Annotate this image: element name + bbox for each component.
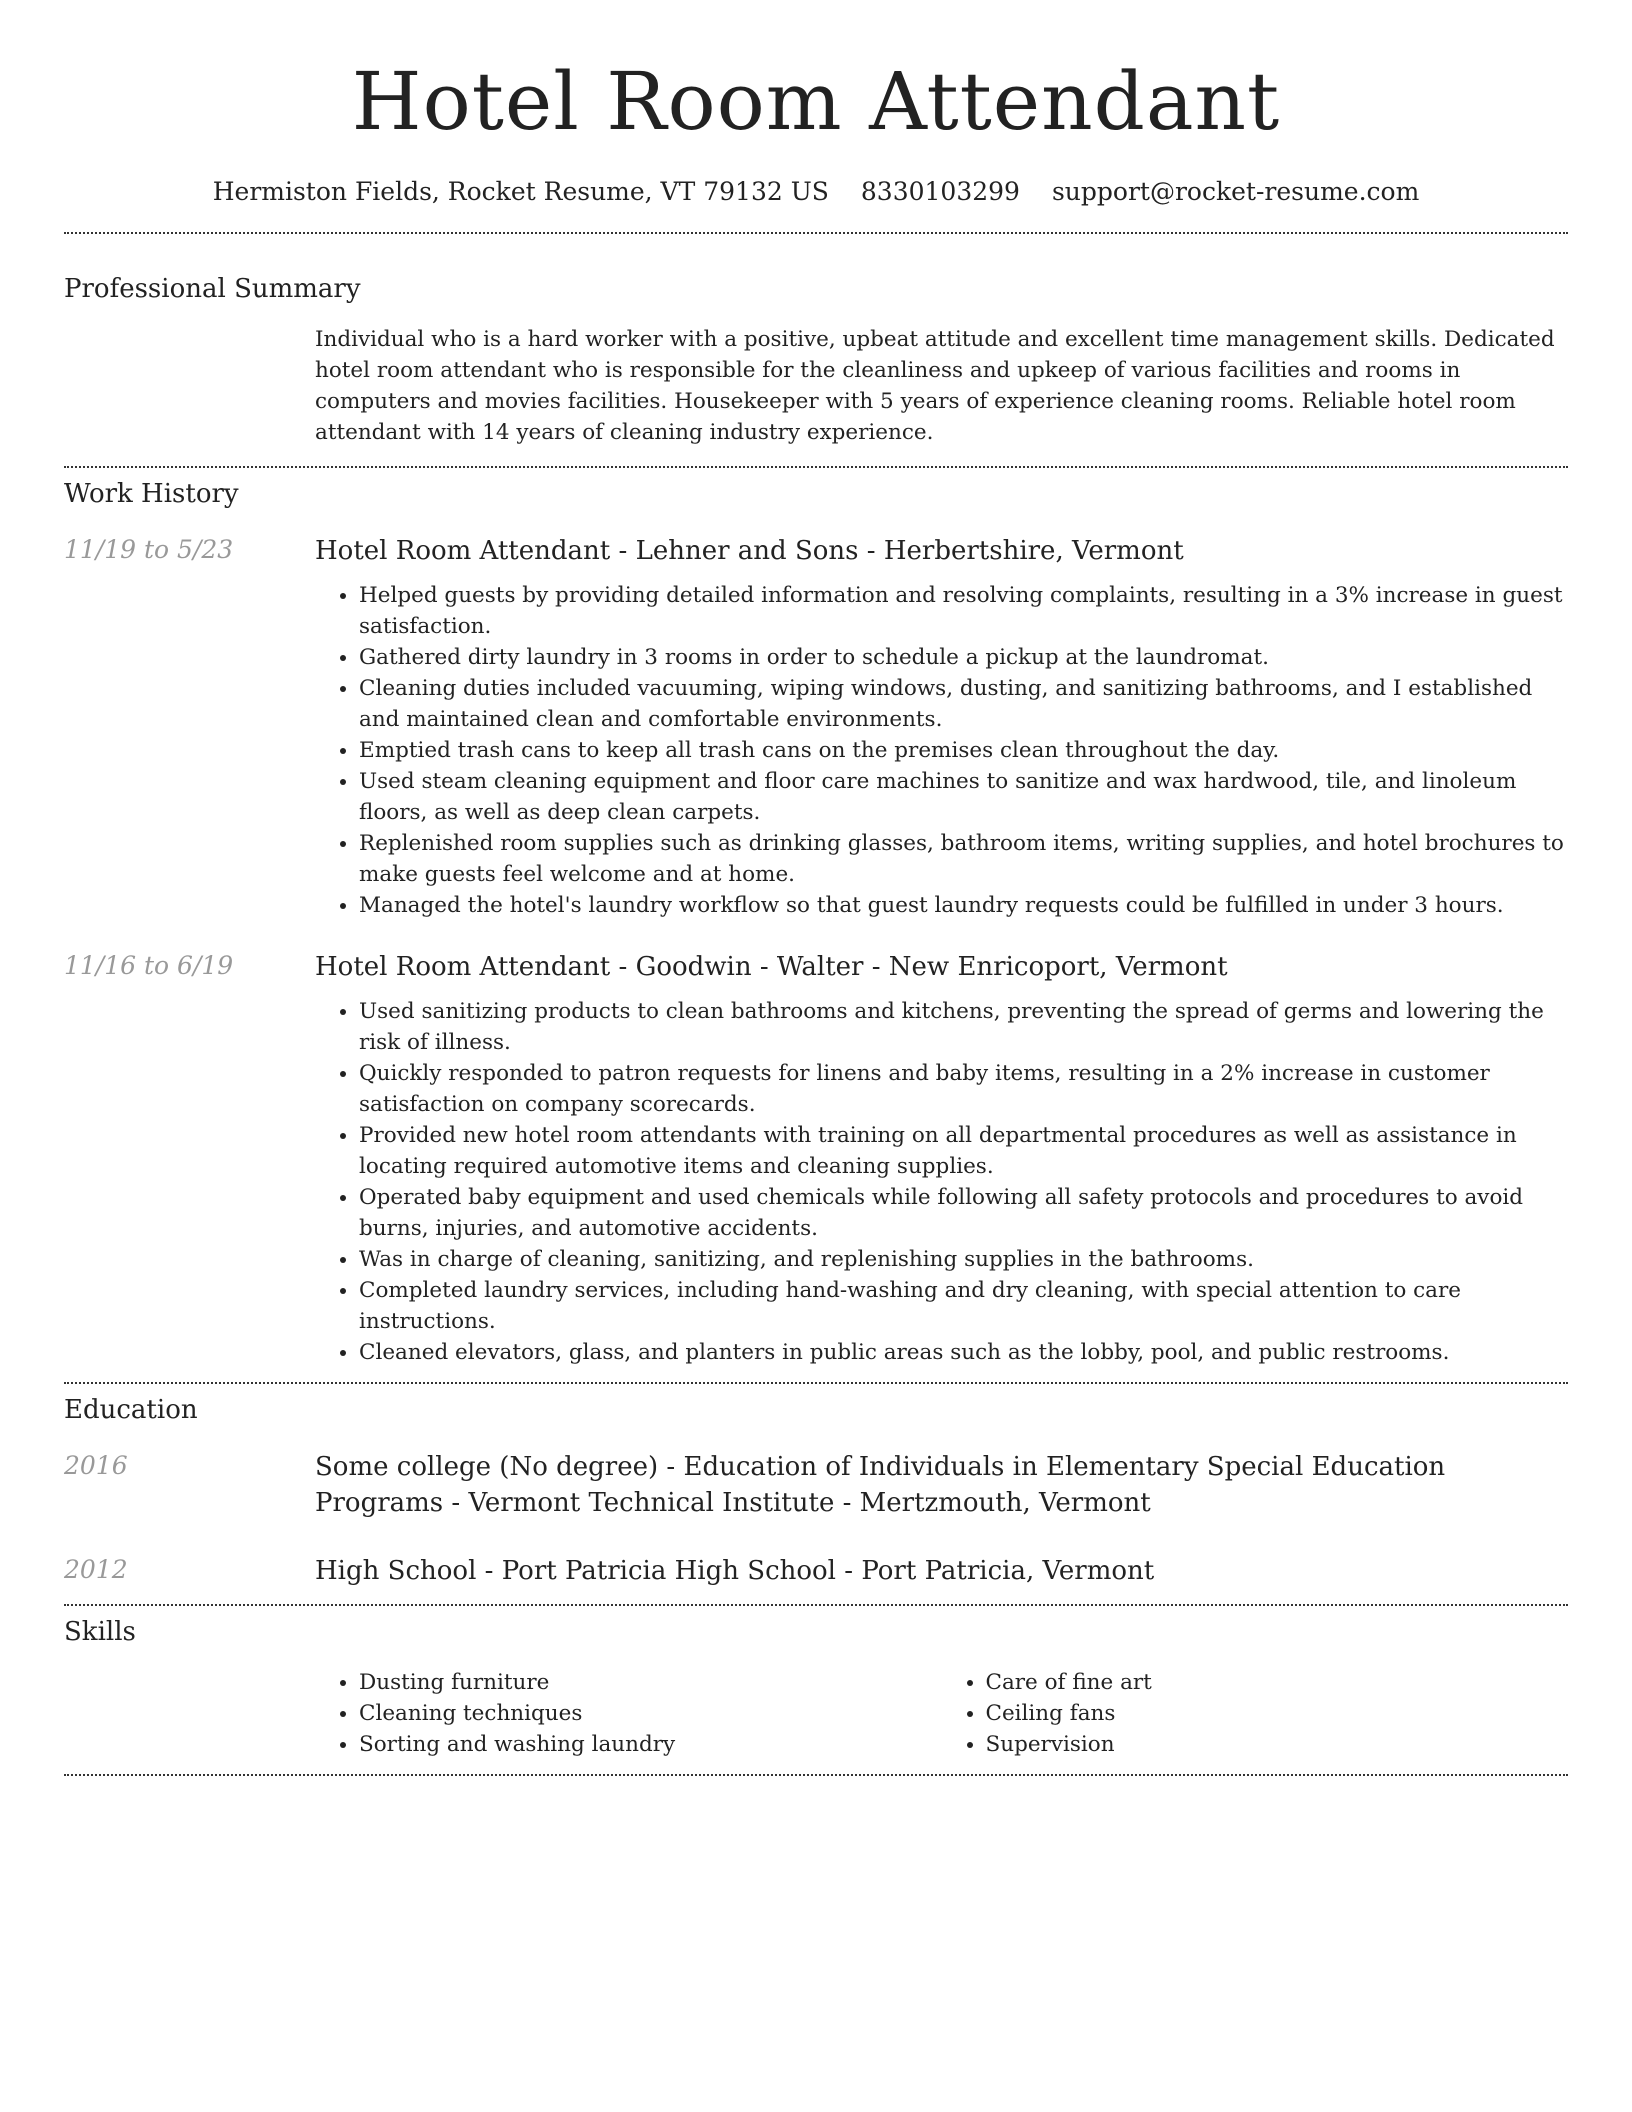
- summary-text: Individual who is a hard worker with a positive, upbeat attitude and excellent time management skills. Dedicated hotel room attendant who is responsible for the cleanliness and upkeep of various facilities and rooms in computers and movies facilities. Housekeeper with 5 years of experience cleaning rooms. Reliable hotel room attendant with 14 years of cleaning industry experience.: [315, 327, 1555, 445]
- list-item: • Provided new hotel room attendants with training on all departmental procedures as well as assistance in locating required automotive items and cleaning supplies.: [359, 1120, 1568, 1182]
- resume-name: Hotel Room Attendant: [351, 55, 1281, 148]
- section-divider: [64, 1604, 1568, 1606]
- skill-item: • Sorting and washing laundry: [359, 1729, 942, 1760]
- skills-heading: Skills: [64, 1617, 136, 1647]
- job-company: Goodwin - Walter: [635, 952, 864, 982]
- education-field: Education of Individuals in Elementary Special Education Programs: [315, 1452, 1446, 1518]
- separator: -: [658, 1452, 684, 1482]
- job-location: New Enricoport, Vermont: [888, 952, 1228, 982]
- job-dates: 11/19 to 5/23: [64, 535, 234, 564]
- list-item: • Operated baby equipment and used chemicals while following all safety protocols and procedures to avoid burns, injuries, and automotive accidents.: [359, 1182, 1568, 1244]
- skill-item: • Care of fine art: [986, 1667, 1569, 1698]
- job-dates: 11/16 to 6/19: [64, 951, 234, 980]
- separator: -: [836, 1556, 862, 1586]
- contact-email: support@rocket-resume.com: [1051, 177, 1420, 206]
- section-divider: [64, 466, 1568, 468]
- job-title: Hotel Room Attendant: [315, 952, 611, 982]
- education-school: Vermont Technical Institute: [468, 1488, 835, 1518]
- list-item: • Gathered dirty laundry in 3 rooms in order to schedule a pickup at the laundromat.: [359, 642, 1568, 673]
- education-location: Mertzmouth, Vermont: [859, 1488, 1151, 1518]
- job-bullets: [315, 996, 1568, 1368]
- list-item: • Quickly responded to patron requests for linens and baby items, resulting in a 2% increase in customer satisfaction on company scorecards.: [359, 1058, 1568, 1120]
- education-section: [64, 1393, 1568, 1589]
- job-entry: [64, 949, 1568, 1368]
- job-entry: [64, 533, 1568, 921]
- list-item: • Used steam cleaning equipment and floor care machines to sanitize and wax hardwood, tile, and linoleum floors, as well as deep clean carpets.: [359, 766, 1568, 828]
- job-heading: [315, 533, 1568, 569]
- job-bullets: [315, 580, 1568, 921]
- job-title: Hotel Room Attendant: [315, 536, 611, 566]
- list-item: • Used sanitizing products to clean bathrooms and kitchens, preventing the spread of germs and lowering the risk of illness.: [359, 996, 1568, 1058]
- education-details: [315, 1553, 1568, 1589]
- separator: -: [610, 536, 636, 566]
- job-location: Herbertshire, Vermont: [883, 536, 1184, 566]
- list-item: • Cleaned elevators, glass, and planters in public areas such as the lobby, pool, and public restrooms.: [359, 1337, 1568, 1368]
- separator: -: [863, 952, 889, 982]
- job-company: Lehner and Sons: [635, 536, 859, 566]
- education-year: 2016: [64, 1451, 128, 1480]
- section-divider: [64, 1774, 1568, 1776]
- list-item: • Cleaning duties included vacuuming, wiping windows, dusting, and sanitizing bathrooms, and I established and maintained clean and comfortable environments.: [359, 673, 1568, 735]
- skill-item: • Cleaning techniques: [359, 1698, 942, 1729]
- skill-item: • Dusting furniture: [359, 1667, 942, 1698]
- separator: -: [443, 1488, 469, 1518]
- resume-page: [64, 0, 1568, 1776]
- contact-phone: 8330103299: [860, 177, 1020, 206]
- skill-item: • Ceiling fans: [986, 1698, 1569, 1729]
- summary-heading: Professional Summary: [64, 274, 361, 304]
- skill-item: • Supervision: [986, 1729, 1569, 1760]
- skills-list-right: [942, 1667, 1569, 1760]
- work-section: [64, 477, 1568, 1368]
- job-heading: [315, 949, 1568, 985]
- skills-section: [64, 1615, 1568, 1760]
- list-item: • Replenished room supplies such as drinking glasses, bathroom items, writing supplies, and hotel brochures to make guests feel welcome and at home.: [359, 828, 1568, 890]
- list-item: • Emptied trash cans to keep all trash cans on the premises clean throughout the day.: [359, 735, 1568, 766]
- work-heading: Work History: [64, 479, 239, 509]
- contact-line: [64, 172, 1568, 212]
- list-item: • Managed the hotel's laundry workflow so that guest laundry requests could be fulfilled in under 3 hours.: [359, 890, 1568, 921]
- list-item: • Was in charge of cleaning, sanitizing, and replenishing supplies in the bathrooms.: [359, 1244, 1568, 1275]
- separator: -: [476, 1556, 502, 1586]
- separator: -: [858, 536, 884, 566]
- skills-columns: [315, 1667, 1568, 1760]
- education-details: [315, 1449, 1568, 1521]
- list-item: • Completed laundry services, including hand-washing and dry cleaning, with special attention to care instructions.: [359, 1275, 1568, 1337]
- list-item: • Helped guests by providing detailed information and resolving complaints, resulting in a 3% increase in guest satisfaction.: [359, 580, 1568, 642]
- education-heading: Education: [64, 1395, 198, 1425]
- section-divider: [64, 1382, 1568, 1384]
- summary-section: [64, 272, 1568, 448]
- section-divider: [64, 232, 1568, 234]
- education-entry: [64, 1553, 1568, 1589]
- skills-list-left: [315, 1667, 942, 1760]
- education-year: 2012: [64, 1555, 128, 1584]
- education-entry: [64, 1449, 1568, 1521]
- separator: -: [610, 952, 636, 982]
- separator: -: [834, 1488, 860, 1518]
- education-degree: High School: [315, 1556, 477, 1586]
- education-location: Port Patricia, Vermont: [861, 1556, 1155, 1586]
- education-school: Port Patricia High School: [501, 1556, 836, 1586]
- contact-address: Hermiston Fields, Rocket Resume, VT 79132 US: [212, 177, 829, 206]
- education-degree: Some college (No degree): [315, 1452, 659, 1482]
